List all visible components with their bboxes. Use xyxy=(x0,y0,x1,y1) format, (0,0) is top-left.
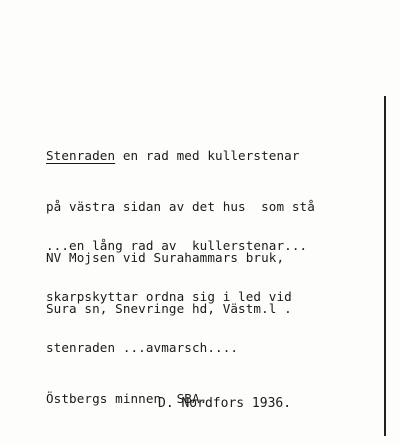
entry-line-1 xyxy=(46,147,315,164)
signature: D. Nordfors 1936. xyxy=(158,396,292,411)
entry-line-1-rest: en rad med kullerstenar xyxy=(115,148,300,163)
card-edge-line xyxy=(384,96,386,436)
quote-source: Östbergs minnen SBA. xyxy=(46,391,208,406)
entry-line-2: på västra sidan av det hus som stå xyxy=(46,199,315,214)
quote-line-3: stenraden ...avmarsch.... xyxy=(46,340,239,355)
entry-line-3: NV Mojsen vid Surahammars bruk, xyxy=(46,250,285,265)
headword: Stenraden xyxy=(46,148,116,163)
entry-line-4: Sura sn, Snevringe hd, Västm.l . xyxy=(46,301,292,316)
quote-line-2: skarpskyttar ordna sig i led vid xyxy=(46,289,292,304)
quote-line-1: ...en lång rad av kullerstenar... xyxy=(46,238,308,253)
